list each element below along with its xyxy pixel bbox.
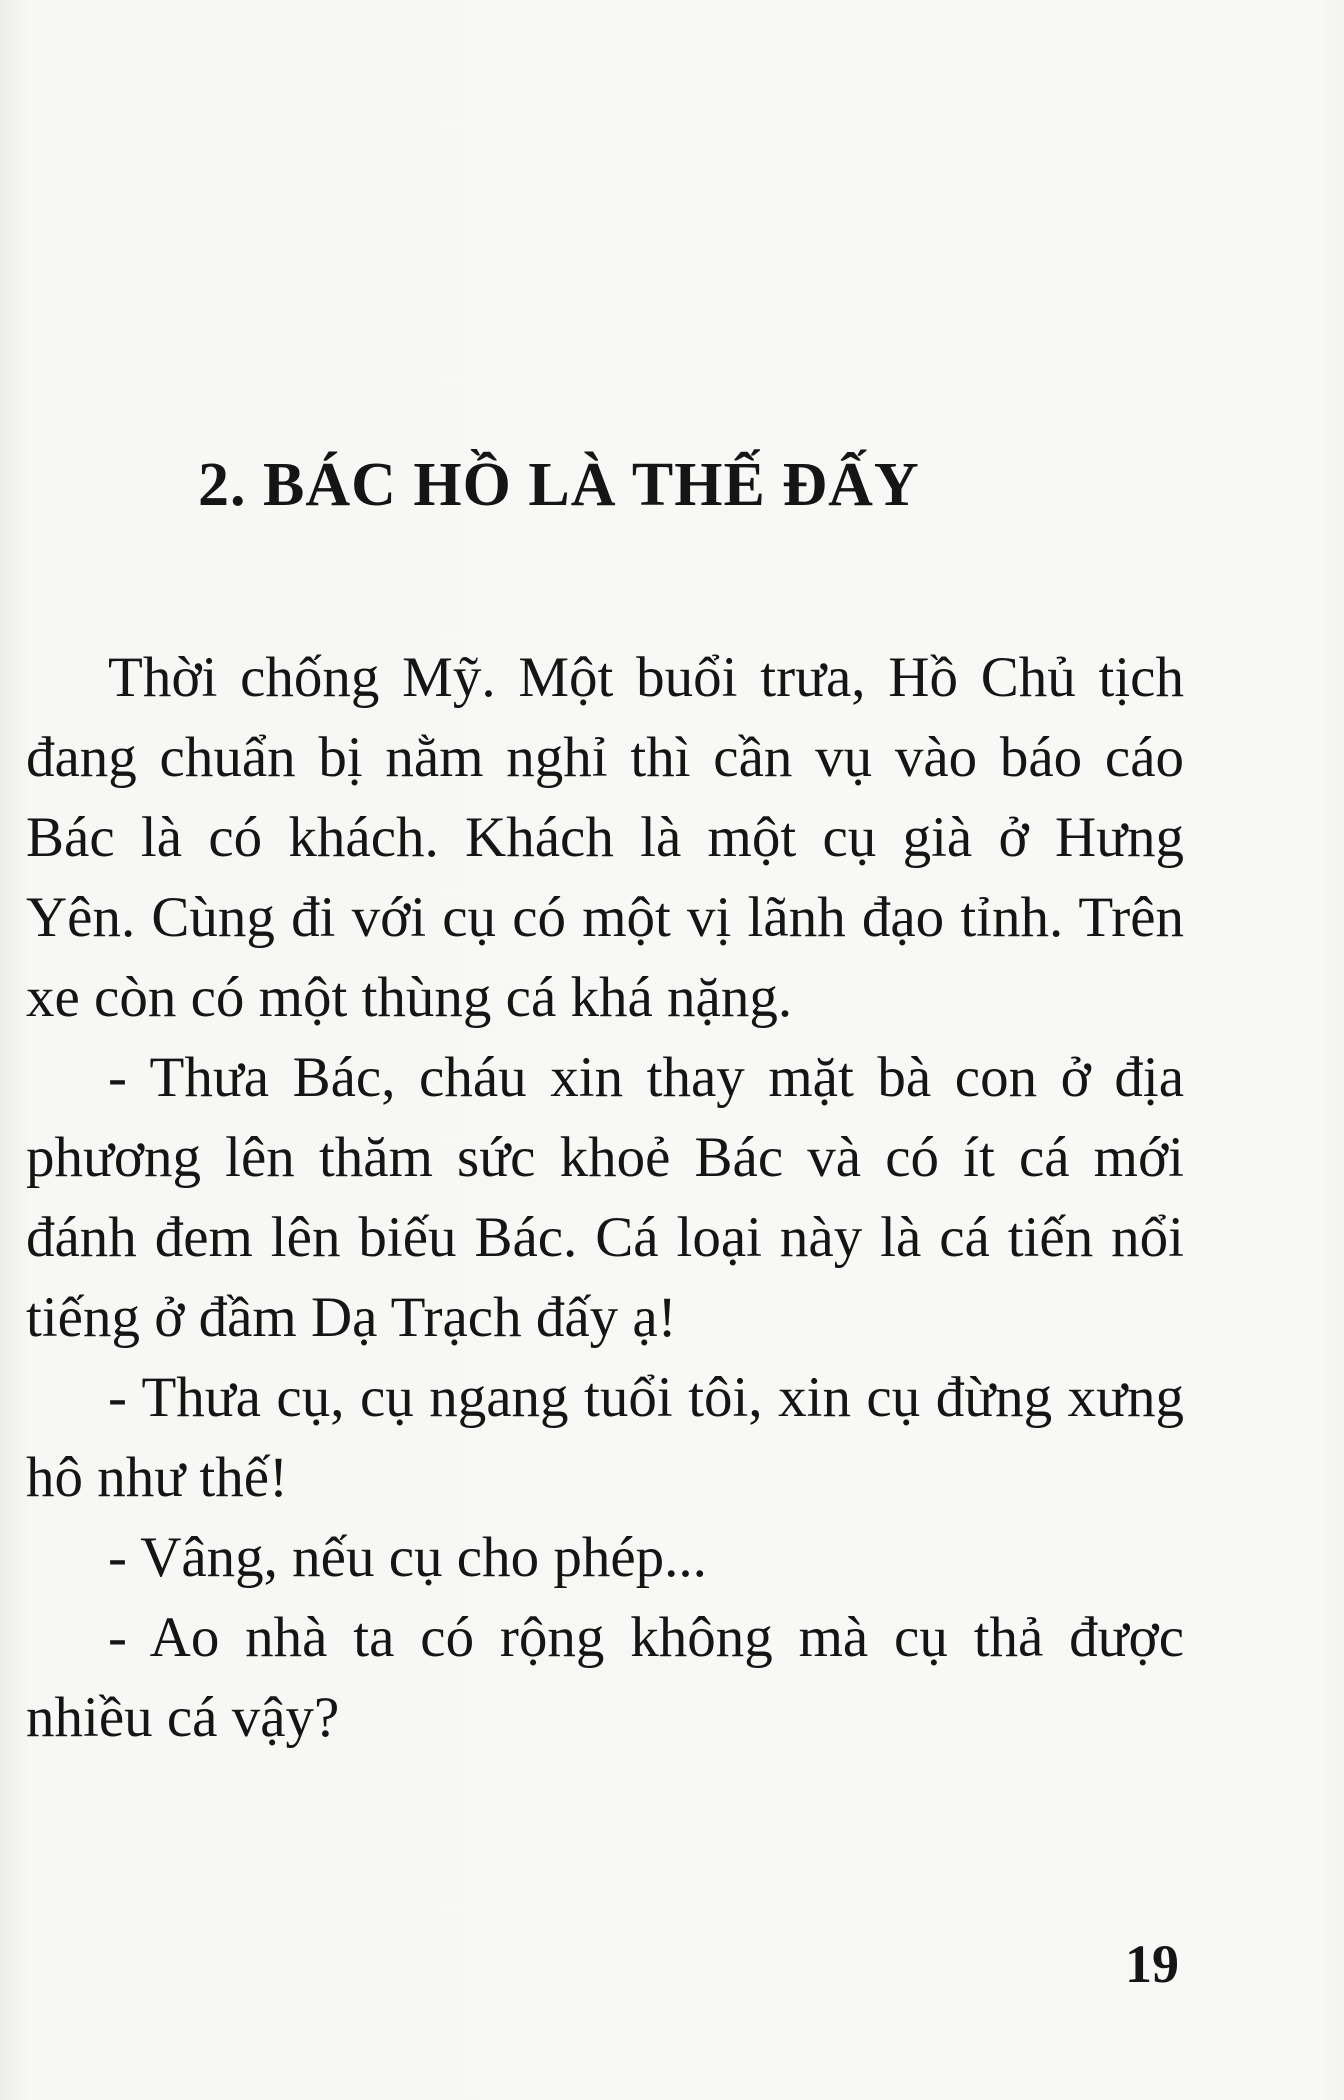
page-number: 19 xyxy=(1125,1934,1179,1994)
paragraph: - Thưa Bác, cháu xin thay mặt bà con ở địa phương lên thăm sức khoẻ Bác và có ít cá mới đánh đem lên biếu Bác. Cá loại này là cá tiến nổi tiếng ở đầm Dạ Trạch đấy ạ! xyxy=(26,1046,1184,1349)
paragraph: - Thưa cụ, cụ ngang tuổi tôi, xin cụ đừng xưng hô như thế! xyxy=(26,1366,1184,1509)
paragraph: - Vâng, nếu cụ cho phép... xyxy=(108,1526,707,1589)
paragraph: - Ao nhà ta có rộng không mà cụ thả được nhiều cá vậy? xyxy=(26,1606,1184,1749)
body-text xyxy=(26,638,1184,1758)
paragraph: Thời chống Mỹ. Một buổi trưa, Hồ Chủ tịch đang chuẩn bị nằm nghỉ thì cần vụ vào báo cáo Bác là có khách. Khách là một cụ già ở Hưng Yên. Cùng đi với cụ có một vị lãnh đạo tỉnh. Trên xe còn có một thùng cá khá nặng. xyxy=(26,646,1184,1029)
chapter-title: 2. BÁC HỒ LÀ THẾ ĐẤY xyxy=(198,451,920,519)
